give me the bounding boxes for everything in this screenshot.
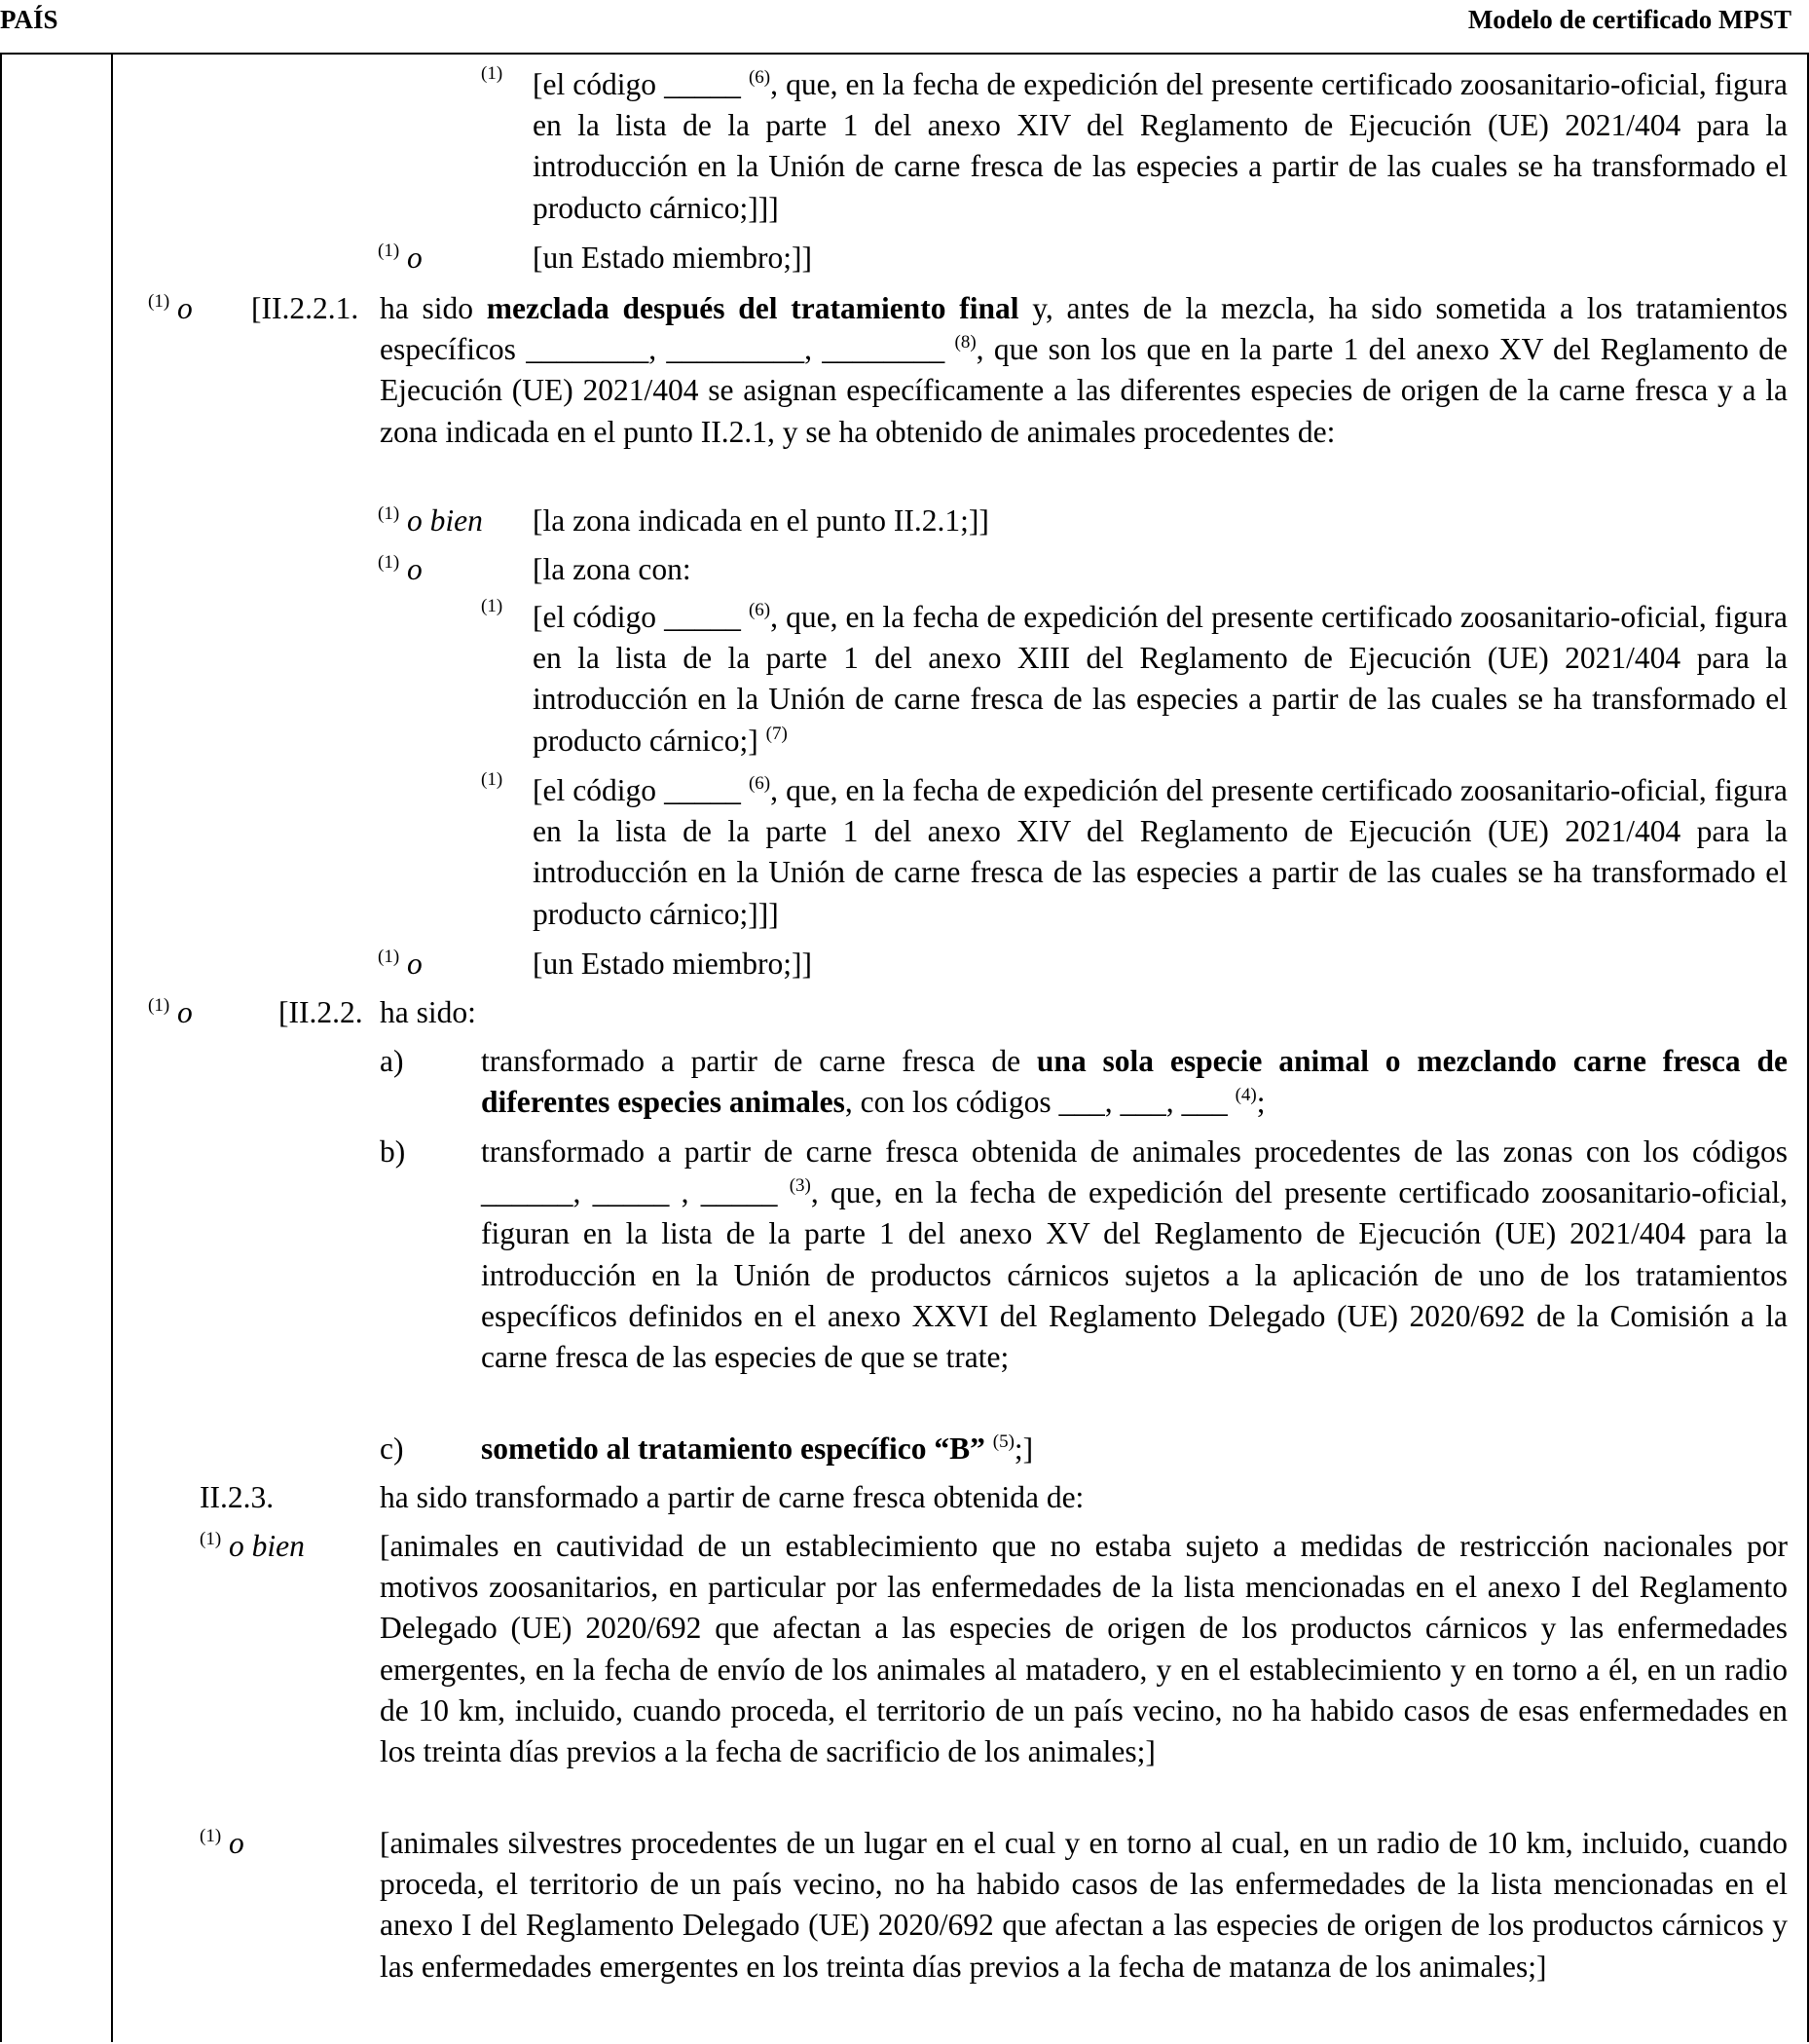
option-marker: $^{(1)}$ o	[378, 947, 423, 981]
option-marker: $^{(1)}$ o	[378, 552, 423, 586]
section-2-2-text: ha sido:	[380, 995, 476, 1029]
option-marker: $^{(1)}$ o	[378, 241, 423, 275]
item-b-text: transformado a partir de carne fresca obtenida de animales procedentes de las zonas con los códigos ______, _____ , _____ $^{(3)}$, que, en la fecha de expedición del presente certificado zoosanitario-oficial, figuran en la lista de la parte 1 del anexo XV del Reglamento de Ejecución (UE) 2021/404 para la introducción en la Unión de productos cárnicos sujetos a la aplicación de uno de los tratamientos específicos definidos en el anexo XXVI del Reglamento Delegado (UE) 2020/692 de la Comisión a la carne fresca de las especies de que se trate;	[481, 1134, 1788, 1375]
item-a-label: a)	[380, 1044, 404, 1078]
item-b-label: b)	[380, 1134, 406, 1169]
option-marker: $^{(1)}$ o	[148, 995, 193, 1029]
item-a-text: transformado a partir de carne fresca de una sola especie animal o mezclando carne fresca de diferentes especies animales, con los códigos ___, ___, ___ $^{(4)}$;	[481, 1044, 1789, 1120]
item-c-label: c)	[380, 1431, 404, 1466]
item-c-text: sometido al tratamiento específico “B” $^{(5)}$;]	[481, 1431, 1034, 1466]
section-2-2-1-text: ha sido mezclada después del tratamiento final y, antes de la mezcla, ha sido sometida a los tratamientos específicos ________, _________, ________ $^{(8)}$, que son los que en la parte 1 del anexo XV del Reglamento de Ejecución (UE) 2021/404 se asignan específicamente a las diferentes especies de origen de la carne fresca y a la zona indicada en el punto II.2.1, y se ha obtenido de animales procedentes de:	[380, 291, 1788, 449]
zone-with: [la zona con:	[533, 552, 691, 586]
header-country: PAÍS	[0, 5, 58, 34]
captive-animals-clause: [animales en cautividad de un establecimiento que no estaba sujeto a medidas de restricción nacionales por motivos zoosanitarios, en particular por las enfermedades de la lista mencionadas en el anexo I del Reglamento Delegado (UE) 2020/692 que afectan a las especies de origen de los productos cárnicos y las enfermedades emergentes, en la fecha de envío de los animales al matadero, y en el establecimiento y en torno a él, en un radio de 10 km, incluido, cuando proceda, el territorio de un país vecino, no ha habido casos de esas enfermedades en los treinta días previos a la fecha de sacrificio de los animales;]	[380, 1529, 1788, 1769]
code-xiii-clause: [el código _____ $^{(6)}$, que, en la fecha de expedición del presente certificado zoosanitario-oficial, figura en la lista de la parte 1 del anexo XIII del Reglamento de Ejecución (UE) 2021/404 para la introducción en la Unión de carne fresca de las especies a partir de las cuales se ha transformado el producto cárnico;] $^{(7)}$	[533, 600, 1788, 758]
footnote-ref-1: (1)	[481, 596, 503, 616]
code-xiv-clause: [el código _____ $^{(6)}$, que, en la fecha de expedición del presente certificado zoosanitario-oficial, figura en la lista de la parte 1 del anexo XIV del Reglamento de Ejecución (UE) 2021/404 para la introducción en la Unión de carne fresca de las especies a partir de las cuales se ha transformado el producto cárnico;]]]	[533, 773, 1788, 931]
left-border	[0, 53, 2, 2042]
option-marker: $^{(1)}$ o	[148, 291, 193, 325]
top-member-state: [un Estado miembro;]]	[533, 241, 812, 275]
column-divider	[111, 53, 113, 2042]
section-number-2-2-1: [II.2.2.1.	[251, 291, 359, 325]
zone-indicated: [la zona indicada en el punto II.2.1;]]	[533, 503, 989, 538]
option-marker: $^{(1)}$ o bien	[378, 503, 483, 538]
option-marker: $^{(1)}$ o	[200, 1826, 244, 1860]
wild-animals-clause: [animales silvestres procedentes de un lugar en el cual y en torno al cual, en un radio de 10 km, incluido, cuando proceda, el territorio de un país vecino, no ha habido casos de las enfermedades de la lista mencionadas en el anexo I del Reglamento Delegado (UE) 2020/692 que afectan a las especies de origen de los productos cárnicos y las enfermedades emergentes en los treinta días previos a la fecha de matanza de los animales;]	[380, 1826, 1788, 1984]
footnote-ref-1: (1)	[481, 63, 503, 84]
header-certificate-model: Modelo de certificado MPST	[1467, 5, 1791, 34]
section-number-2-2: [II.2.2.	[278, 995, 363, 1029]
section-2-3-text: ha sido transformado a partir de carne fresca obtenida de:	[380, 1480, 1085, 1514]
section-number-2-3: II.2.3.	[200, 1480, 275, 1514]
footnote-ref-1: (1)	[481, 769, 503, 790]
top-code-xiv-clause: [el código _____ $^{(6)}$, que, en la fecha de expedición del presente certificado zoosanitario-oficial, figura en la lista de la parte 1 del anexo XIV del Reglamento de Ejecución (UE) 2021/404 para la introducción en la Unión de carne fresca de las especies a partir de las cuales se ha transformado el producto cárnico;]]]	[533, 67, 1788, 225]
option-marker: $^{(1)}$ o bien	[200, 1529, 305, 1563]
member-state: [un Estado miembro;]]	[533, 947, 812, 981]
